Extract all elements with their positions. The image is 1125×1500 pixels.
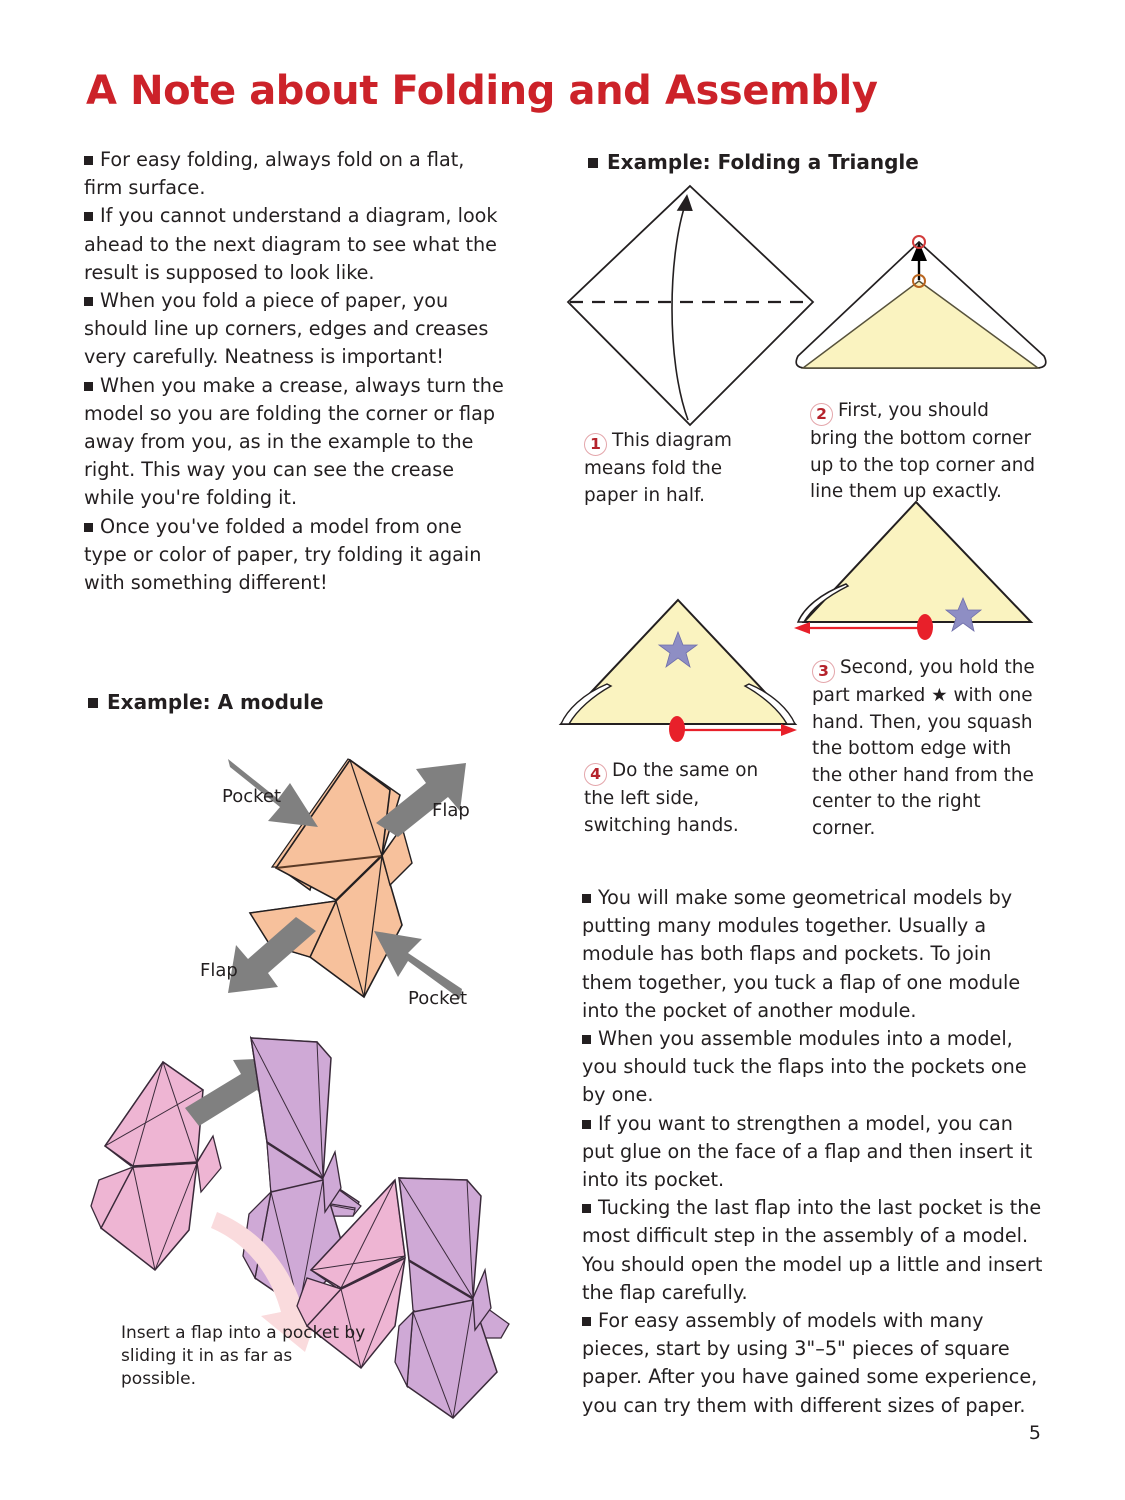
bullet-square-icon: [84, 212, 93, 221]
left-bullet-3-text: When you make a crease, always turn the model so you are folding the corner or flap away from you, as in the example to the right. This way you can see the crease while you're folding it.: [84, 373, 504, 510]
step1-svg: [560, 180, 820, 435]
step4-caption-text: Do the same on the left side, switching hands.: [584, 760, 759, 836]
pink-pocket-right: [197, 1136, 221, 1192]
right-bullet-2: [582, 1110, 1044, 1195]
bullet-square-icon: [84, 523, 93, 532]
step4-caption: [584, 758, 772, 839]
left-bullet-1-text: If you cannot understand a diagram, look ahead to the next diagram to see what the result is supposed to look like.: [84, 204, 498, 284]
module-example-heading-text: Example: A module: [107, 690, 324, 714]
page-title: A Note about Folding and Assembly: [86, 68, 878, 114]
left-bullet-4: [84, 513, 504, 598]
step2-number: 2: [810, 403, 833, 426]
orange-module-diagram: [150, 735, 550, 1029]
right-bullet-0-text: You will make some geometrical models by putting many modules together. Usually a module has both flaps and pockets. To join them together, you tuck a flap of one module into the pocket of another module.: [582, 886, 1021, 1022]
bullet-square-icon: [84, 297, 93, 306]
left-bullet-4-text: Once you've folded a model from one type or color of paper, try folding it again with something different!: [84, 514, 482, 595]
press-point-marker: [917, 614, 933, 640]
module-example-heading: [88, 690, 324, 714]
step4-diagram: [545, 588, 815, 757]
left-bullet-0: [84, 146, 504, 202]
bullet-square-icon: [582, 1204, 591, 1213]
step3-caption: [812, 655, 1044, 842]
bullet-square-icon: [582, 1120, 591, 1129]
right-bullet-1-text: When you assemble modules into a model, you should tuck the flaps into the pockets one by one.: [582, 1027, 1027, 1107]
step1-number: 1: [584, 433, 607, 456]
page-number: 5: [1028, 1422, 1041, 1444]
bullet-square-icon: [582, 894, 591, 903]
bullet-square-icon: [588, 158, 598, 168]
pink-module-left: [91, 1062, 221, 1270]
module-label-pocket-top: Pocket: [222, 786, 282, 807]
pink-upper-body: [105, 1062, 203, 1166]
right-column-text: [582, 884, 1044, 1420]
step3-caption-text: Second, you hold the part marked ★ with one hand. Then, you squash the bottom edge with the other hand from the center to the right corner.: [812, 657, 1035, 839]
step3-svg: [786, 494, 1066, 664]
right-bullet-0: [582, 884, 1044, 1025]
assembly-caption: Insert a flap into a pocket by sliding it in as far as possible.: [121, 1323, 366, 1389]
orange-module-svg: [150, 735, 550, 1025]
left-bullet-1: [84, 202, 504, 287]
squashed-triangle-body: [804, 502, 1031, 622]
right-bullet-1: [582, 1025, 1044, 1110]
left-bullet-0-text: For easy folding, always fold on a flat, firm surface.: [84, 148, 465, 200]
right-bullet-4-text: For easy assembly of models with many pieces, start by using 3"–5" pieces of square paper. After you have gained some experience, you can try them with different sizes of paper.: [582, 1309, 1038, 1417]
step4-svg: [545, 588, 815, 753]
triangle-example-heading-text: Example: Folding a Triangle: [607, 150, 919, 174]
bullet-square-icon: [88, 698, 98, 708]
module-label-flap-bottom: Flap: [200, 960, 238, 981]
left-bullet-2: [84, 287, 504, 372]
module-label-pocket-bottom: Pocket: [408, 988, 468, 1009]
step2-caption-text: First, you should bring the bottom corner up to the top corner and line them up exactly.: [810, 400, 1036, 502]
press-point-marker: [669, 716, 685, 742]
left-column-text: [84, 146, 504, 597]
bullet-square-icon: [84, 156, 93, 165]
bullet-square-icon: [582, 1035, 591, 1044]
triangle-example-heading: [588, 150, 919, 174]
step1-diagram: [560, 180, 820, 439]
bullet-square-icon: [582, 1317, 591, 1326]
step1-caption: [584, 428, 754, 509]
bullet-square-icon: [84, 382, 93, 391]
step1-caption-text: This diagram means fold the paper in half.: [584, 430, 732, 506]
right-bullet-3-text: Tucking the last flap into the last pocket is the most difficult step in the assembly of a model. You should open the model up a little and insert the flap carefully.: [582, 1196, 1043, 1304]
step3-number: 3: [812, 660, 835, 683]
square-paper-outline: [568, 186, 813, 425]
step4-number: 4: [584, 763, 607, 786]
right-bullet-3: [582, 1194, 1044, 1307]
step3-diagram: [786, 494, 1066, 668]
module-label-flap-top: Flap: [432, 800, 470, 821]
step2-diagram: [786, 228, 1066, 392]
right-bullet-2-text: If you want to strengthen a model, you can put glue on the face of a flap and then insert it into its pocket.: [582, 1111, 1033, 1192]
symmetric-triangle-body: [561, 600, 795, 724]
left-bullet-2-text: When you fold a piece of paper, you should line up corners, edges and creases very carefully. Neatness is important!: [84, 289, 489, 369]
squash-arrow-head: [781, 724, 797, 736]
step2-caption: [810, 398, 1042, 506]
right-bullet-4: [582, 1307, 1044, 1420]
step2-svg: [786, 228, 1066, 388]
left-bullet-3: [84, 372, 504, 513]
